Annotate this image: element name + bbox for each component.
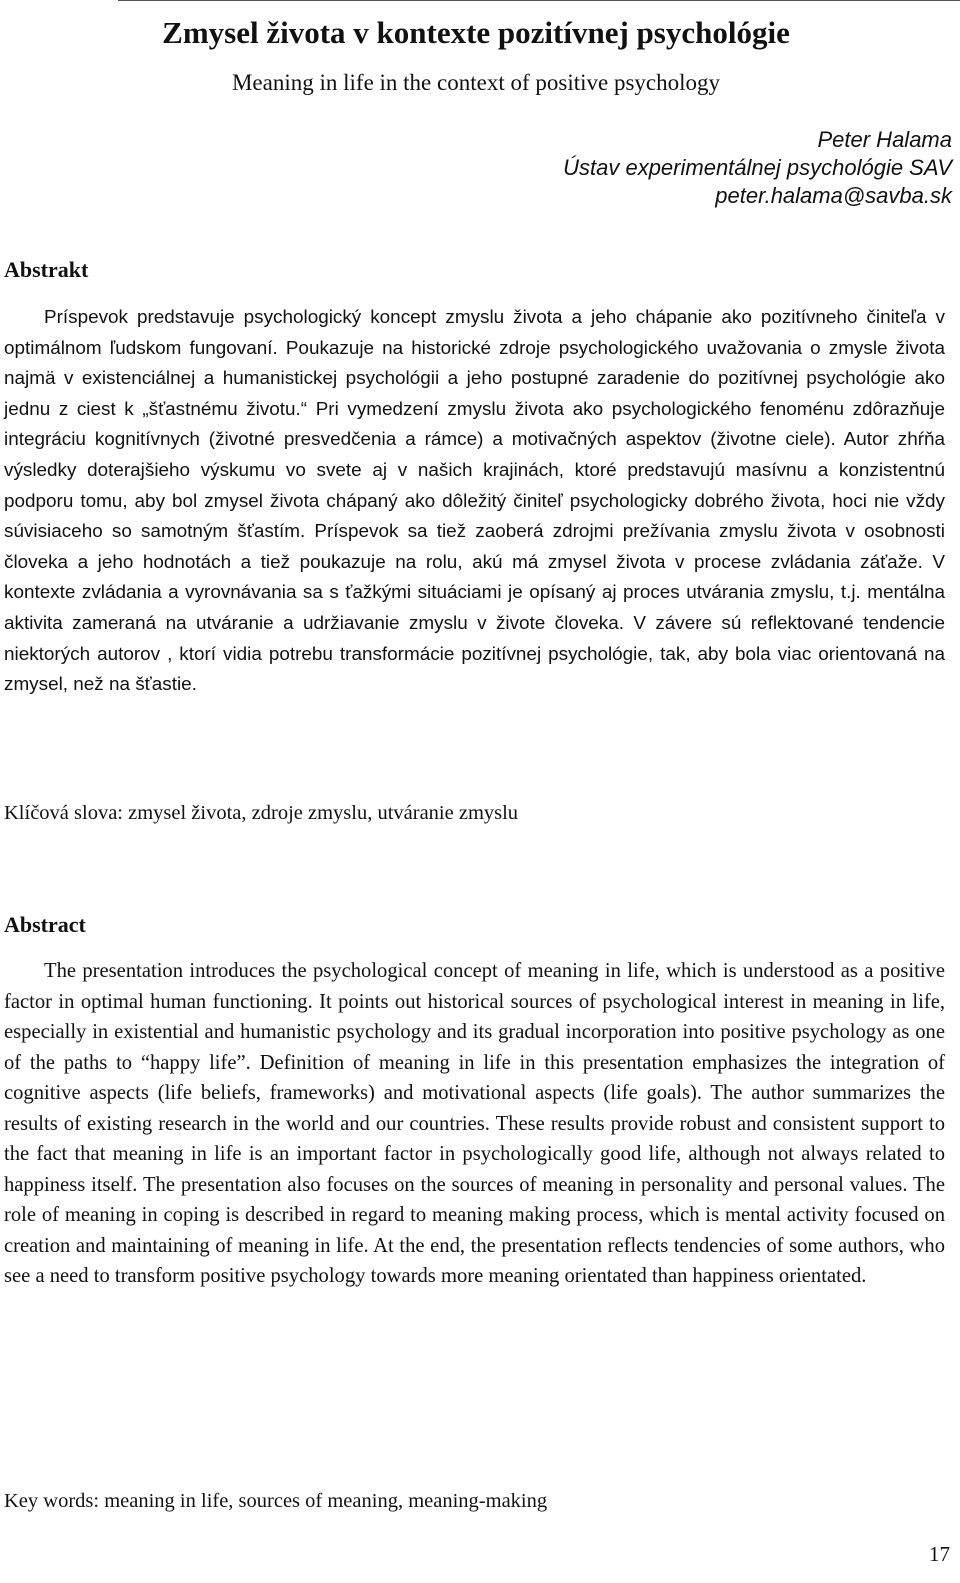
author-name: Peter Halama (817, 127, 952, 152)
abstract-heading: Abstract (4, 912, 86, 937)
page-number: 17 (929, 1542, 950, 1566)
abstract-text: The presentation introduces the psychological concept of meaning in life, which is understood as a positive factor in optimal human functioning. It points out historical sources of psychological interest in meaning in life, especially in existential and humanistic psychology and its gradual incorporation into positive psychology as one of the paths to “happy life”. Definition of meaning in life in this presentation emphasizes the integration of cognitive aspects (life beliefs, frameworks) and motivational aspects (life goals). The author summarizes the results of existing research in the world and our countries. These results provide robust and consistent support to the fact that meaning in life is an important factor in psychologically good life, although not always related to happiness itself. The presentation also focuses on the sources of meaning in personality and personal values. The role of meaning in coping is described in regard to meaning making process, which is mental activity focused on creation and maintaining of meaning in life. At the end, the presentation reflects tendencies of some authors, who see a need to transform positive psychology towards more meaning orientated than happiness orientated. (4, 960, 945, 1287)
top-rule (118, 0, 960, 1)
author-affiliation: Ústav experimentálnej psychológie SAV (563, 155, 952, 180)
abstract-keywords: Key words: meaning in life, sources of meaning, meaning-making (4, 1490, 548, 1512)
author-email: peter.halama@savba.sk (715, 183, 952, 208)
abstrakt-text: Príspevok predstavuje psychologický koncept zmyslu života a jeho chápanie ako pozitívneho činiteľa v optimálnom ľudskom fungovaní. Poukazuje na historické zdroje psychologického uvažovania o zmysle života najmä v existenciálnej a humanistickej psychológii a jeho postupné zaradenie do pozitívnej psychológie ako jednu z ciest k „šťastnému životu.“ Pri vymedzení zmyslu života ako psychologického fenoménu zdôrazňuje integráciu kognitívnych (životné presvedčenia a rámce) a motivačných aspektov (životne ciele). Autor zhŕňa výsledky doterajšieho výskumu vo svete aj v našich krajinách, ktoré predstavujú masívnu a konzistentnú podporu tomu, aby bol zmysel života chápaný ako dôležitý činiteľ psychologicky dobrého života, hoci nie vždy súvisiaceho so samotným šťastím. Príspevok sa tiež zaoberá zdrojmi prežívania zmyslu života v osobnosti človeka a jeho hodnotách a tiež poukazuje na rolu, akú má zmysel života v procese zvládania záťaže. V kontexte zvládania a vyrovnávania sa s ťažkými situáciami je opísaný aj proces utvárania zmyslu, t.j. mentálna aktivita zameraná na utváranie a udržiavanie zmyslu v živote človeka. V závere sú reflektované tendencie niektorých autorov , ktorí vidia potrebu transformácie pozitívnej psychológie, tak, aby bola viac orientovaná na zmysel, než na šťastie. (4, 307, 945, 696)
abstrakt-keywords: Klíčová slova: zmysel života, zdroje zmyslu, utváranie zmyslu (4, 802, 519, 824)
author-block (563, 126, 952, 210)
paper-subtitle: Meaning in life in the context of positive psychology (231, 70, 721, 95)
paper-title: Zmysel života v kontexte pozitívnej psychológie (162, 15, 790, 50)
abstrakt-heading: Abstrakt (4, 257, 89, 282)
